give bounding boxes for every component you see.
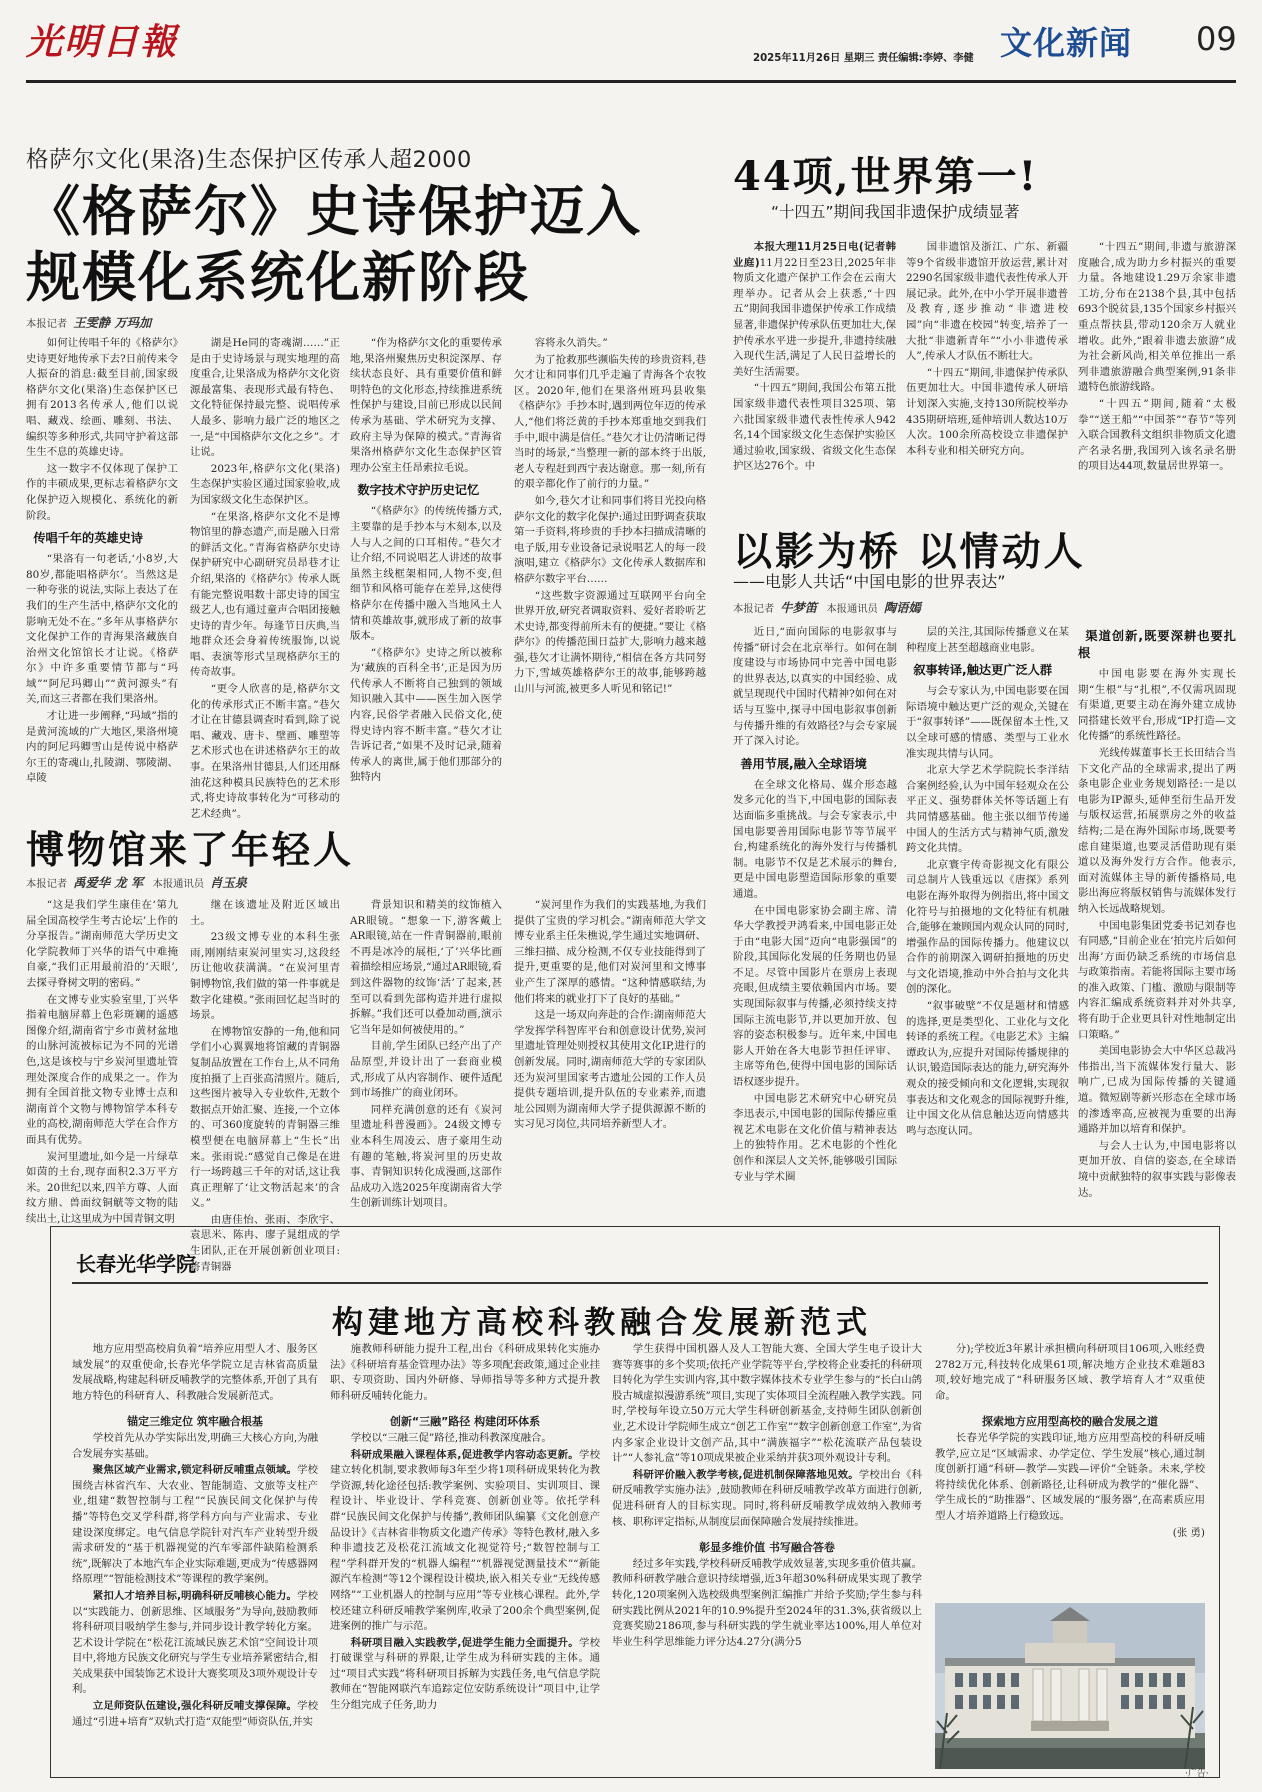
article-museum-column-3: [350, 898, 502, 1210]
paragraph: 在全球文化格局、媒介形态越发多元化的当下,中国电影的国际表达面临多重挑战。与会专家表示,中国电影要善用国际电影节等节展平台,构建系统化的海外发行与传播机制。电影节不仅是艺术展示的舞台,更是中国电影塑造国际形象的重要通道。: [733, 778, 897, 900]
masthead-rule: [26, 80, 1236, 83]
paragraph-text: 学校围绕吉林省汽车、大农业、智能制造、文旅等支柱产业,组建“数智控制与工程”“民族民间文化保护与传播”等特色交叉学科群,将学科方向与产业需求、专业建设深度绑定。电气信息学院针对汽车产业转型升级需求研发的“基于机器视觉的汽车零部件缺陷检测系统”,既解决了本地汽车企业实际难题,更成为“传感器网络原理”“智能检测技术”等课程的教学案例。: [72, 1464, 319, 1586]
paragraph: [72, 1699, 318, 1730]
paragraph: 炭河里遗址,如今是一片绿草如茵的土台,现存面积2.3万平方米。20世纪以来,四羊方尊、人面纹方鼎、兽面纹铜觥等文物的陆续出土,让这里成为中国青铜文明: [26, 1150, 178, 1225]
article-film-column-2: [906, 625, 1069, 1197]
paragraph: 学生获得中国机器人及人工智能大赛、全国大学生电子设计大赛等赛事的多个奖项;依托产业学院等平台,学校将企业委托的科研项目转化为学生实训内容,其中数字媒体技术专业学生参与的“长白山鸽股古城虚拟漫游系统”项目,实现了实体项目全流程融入教学实践。同时,学校每年设立50万元大学生科研创新基金,支持师生团队创新创业,艺术设计学院师生成立“创艺工作室”“数字创新创意工作室”,为省内多家企业设计文创产品,其中“满族福字”“松花流联产品包装设计”“人参礼盒”等10项成果被企业采纳并获3项外观设计专利。: [612, 1343, 922, 1465]
byline-name: 肖玉泉: [210, 875, 247, 890]
advertorial-column-3: [612, 1342, 922, 1770]
article-museum-column-1: [26, 898, 178, 1225]
paragraph: 施教师科研能力提升工程,出台《科研成果转化实施办法》《科研培育基金管理办法》等多项配套政策,通过企业挂职、专项资助、国内外研修、导师指导等多种方式提升教师科研反哺转化能力。: [330, 1343, 600, 1402]
paragraph: “更令人欣喜的是,格萨尔文化的传承形式正不断丰富。”巷欠才让在甘德县调查时看到,除了说唱、藏戏、唐卡、壁画、雕塑等艺术形式也在讲述格萨尔王的故事。在果洛州甘德县,人们还用酥油花这种模具民族特色的艺术形式,将史诗故事转化为“可移动的艺术经典”。: [190, 683, 340, 820]
article-film-column-1: [733, 625, 897, 1197]
article-gesar-byline: [26, 313, 157, 331]
paragraph: 如何让传唱千年的《格萨尔》史诗更好地传承下去?日前传来令人振奋的消息:截至目前,国家级格萨尔文化(果洛)生态保护区已拥有2013名传承人,他们以说唱、藏戏、绘画、雕刻、书法、编织等多种形式,共同守护着这部生生不息的英雄史诗。: [26, 337, 178, 459]
paragraph: 在中国电影家协会副主席、清华大学教授尹鸿看来,中国电影正处于由“电影大国”迈向“电影强国”的阶段,其国际化发展的任务期也仍显不足。尽管中国影片在票房上表现亮眼,但成绩主要依赖国内市场。要实现国际叙事与传播,必须持续支持国际主流电影节,并以更加开放、包容的姿态积极参与。近年来,中国电影人开始在各大电影节担任评审、主席等角色,使得中国电影的国际话语权逐步提升。: [733, 904, 897, 1089]
paragraph: “这是我们学生康佳在‘第九届全国高校学生考古论坛’上作的分享报告。”湖南师范大学历史文化学院教师丁兴华的语气中难掩自豪,“我们正用最前沿的‘天眼’,去探寻脊树文明的密码。”: [26, 899, 178, 989]
paragraph-lead: 聚焦区域产业需求,锁定科研反哺重点领域。: [92, 1464, 298, 1477]
paragraph-text: 学校出台《科研反哺教学实施办法》,鼓励教师在科研反哺教学改革方面进行创新,促进科研育人的目标实现。同时,将科研反哺教学成效纳入教师考核、职称评定指标,从制度层面保障融合发展持续推进。: [612, 1468, 922, 1528]
paragraph: [330, 1636, 600, 1714]
paragraph: 学校以“三融三促”路径,推动科教深度融合。: [350, 1431, 552, 1444]
paragraph: 经过多年实践,学校科研反哺教学成效显著,实现多重价值共赢。教师科研教学融合意识持续增强,近3年超30%科研成果实现了教学转化,120项案例入选校级典型案例汇编推广并给予奖励;学生参与科研实践比例从2021年的10.9%提升至2024年的31.3%,获省级以上竞赛奖励2186项,参与科研实践的学生就业率达100%,用人单位对毕业生科学思维能力评分达4.27分(满分5: [612, 1557, 922, 1648]
paragraph: [72, 1589, 318, 1698]
paragraph: “果洛有一句老话,‘小8岁,大80岁,都能唱格萨尔’。当然这是一种夸张的说法,实际上表达了在我们的生产生活中,格萨尔文化的影响无处不在。”多年从事格萨尔文化保护工作的青海果洛藏族自治州文化馆馆长才让说。《格萨尔》中许多重要情节都与“玛域”“阿尼玛卿山”“黄河源头”有关,而这三者都在我们果洛州。: [26, 553, 178, 706]
paragraph: “炭河里作为我们的实践基地,为我们提供了宝贵的学习机会。”湖南师范大学文博专业系主任朱樵说,学生通过实地调研、三维扫描、成分检测,不仅专业技能得到了提升,更重要的是,他们对炭河里和文博事业产生了深厚的感情。“这种情感联结,为他们将来的就业打下了良好的基础。”: [514, 899, 706, 1005]
subheading: 渠道创新,既要深耕也要扎根: [1078, 629, 1236, 660]
paragraph: “《格萨尔》史诗之所以被称为‘藏族的百科全书’,正是因为历代传承人不断将自己独到的领域知识融入其中——医生加入医学内容,民俗学者融入民俗文化,使得史诗内容不断丰富。”巷欠才让告诉记者,“如果不及时记录,随着传承人的离世,属于他们那部分的独特内: [350, 646, 502, 784]
section-title: 文化新闻: [1000, 24, 1133, 62]
paragraph: “十四五”期间,非遗与旅游深度融合,成为助力乡村振兴的重要力量。各地建设1.29万余家非遗工坊,分布在2138个县,其中包括693个脱贫县,135个国家乡村振兴重点帮扶县,带动120余万人就业增收。此外,“跟着非遗去旅游”成为社会新风尚,相关单位推出一系列非遗旅游融合典型案例,91条非遗特色旅游线路。: [1078, 241, 1236, 394]
article-heritage-column-1: [733, 240, 896, 475]
paragraph: 中国电影集团党委书记刘春也有同感,“目前企业在‘拍完片后如何出海’方面仍缺乏系统的市场信息与政策指南。若能将国际主要市场的准入政策、门槛、激励与限制等内容汇编成系统资料并对外共享,将有助于企业更具针对性地制定出口策略。”: [1078, 919, 1236, 1041]
subheading: 善用节展,融入全球语境: [740, 756, 867, 771]
subheading: 数字技术守护历史记忆: [357, 483, 480, 498]
paragraph: 与会人士认为,中国电影将以更加开放、自信的姿态,在全球语境中贡献独特的叙事实践与影像表达。: [1078, 1139, 1236, 1199]
article-gesar-column-4: [514, 336, 706, 777]
article-museum-byline: [26, 873, 253, 891]
paragraph: 地方应用型高校肩负着“培养应用型人才、服务区域发展”的双重使命,长春光华学院立足吉林省高质量发展战略,构建起科研反哺教学的完整体系,开创了具有地方特色的科研育人、科教融合发展新范式。: [72, 1343, 318, 1402]
issue-date-line: 2025年11月26日 星期三 责任编辑:李婷、李健: [753, 53, 974, 64]
paragraph: 2023年,格萨尔文化(果洛)生态保护实验区通过国家验收,成为国家级文化生态保护区。: [190, 462, 340, 506]
article-museum-headline: 博物馆来了年轻人: [26, 827, 355, 872]
newspaper-logo: 光明日報: [26, 21, 179, 63]
advertorial-column-1: [72, 1342, 318, 1770]
article-heritage-headline: 44项,世界第一!: [733, 153, 1039, 200]
article-film-byline: [733, 598, 927, 616]
subheading: 彰显多维价值 书写融合答卷: [699, 1541, 835, 1555]
paragraph-text: 学校打破课堂与科研的界限,让学生成为科研实践的主体。通过“项目式实践”将科研项目拆解为实践任务,电气信息学院教师在“智能网联汽车追踪定位安防系统设计”项目中,让学生分组完成子任务,助力: [330, 1636, 601, 1712]
paragraph: 中国电影要在海外实现长期“生根”与“扎根”,不仅需巩固现有渠道,更要主动在海外建立成协同搭建长效平台,形成“IP打造—文化传播”的系统性路径。: [1078, 668, 1236, 743]
paragraph-lead: 科研成果融入课程体系,促进教学内容动态更新。: [350, 1448, 579, 1461]
subheading: 叙事转译,触达更广泛人群: [913, 663, 1053, 678]
paragraph-lead: 科研评价融入教学考核,促进机制保障落地见效。: [632, 1468, 859, 1481]
article-gesar-kicker: 格萨尔文化(果洛)生态保护区传承人超2000: [26, 147, 472, 173]
paragraph: [72, 1463, 318, 1588]
author-signature: (张 勇): [1172, 1526, 1205, 1539]
paragraph: 容将永久消失。”: [534, 337, 608, 349]
advertorial-column-2: [330, 1342, 600, 1770]
article-gesar-column-3: [350, 336, 502, 784]
paragraph: “《格萨尔》的传统传播方式,主要靠的是手抄本与木刻本,以及人与人之间的口耳相传。”巷欠才让介绍,不同说唱艺人讲述的故事虽然主线框架相同,人物不变,但细节和风格可能存在差异,这使得格萨尔在传播中融入当地风土人情和英雄故事,就形成了新的故事版本。: [350, 505, 502, 643]
paragraph: 背景知识和精美的纹饰植入AR眼镜。“想象一下,游客戴上AR眼镜,站在一件青铜器前,眼前不再是冰冷的展柜,‘了’兴华比画着描绘相应场景,“通过AR眼镜,看到这件器物的纹饰‘活’了起来,甚至可以看到先部构造并进行虚拟拆解。”我们还可以叠加动画,演示它当年是如何被使用的。”: [350, 899, 502, 1036]
article-heritage-column-3: [1078, 240, 1236, 475]
paragraph: “这些数字资源通过互联网平台向全世界开放,研究者调取资料、爱好者聆听艺术史诗,都变得前所未有的便捷。”要让《格萨尔》的传播范围日益扩大,影响力越来越强,巷欠才让满怀期待,“相信在各方共同努力下,雪域英雄格萨尔王的故事,能够跨越山川与河流,被更多人听见和铭记!”: [514, 589, 706, 696]
paragraph: 目前,学生团队已经产出了产品原型,并设计出了一套商业模式,形成了从内容制作、硬件适配到市场推广的商业闭环。: [350, 1040, 502, 1100]
paragraph: 长春光华学院的实践印证,地方应用型高校的科研反哺教学,应立足“区域需求、办学定位、学生发展”核心,通过制度创新打通“科研—教学—实践—评价”全链条。未来,学校将持续优化体系、创新路径,让科研成为教学的“催化器”、学生成长的“助推器”、区域发展的“服务器”,在高素质应用型人才培养道路上行稳致远。: [935, 1431, 1205, 1522]
paragraph: 北京大学艺术学院院长李洋结合案例经验,认为中国年轻观众在公平正义、强势群体关怀等话题上有共同情感基础。他主张以细节传递中国人的生活方式与精神气质,激发跨文化共情。: [906, 764, 1069, 855]
paragraph: “十四五”期间,非遗保护传承队伍更加壮大。中国非遗传承人研培计划深入实施,支持130所院校举办435期研培班,延伸培训人数达10万人次。100余所高校设立非遗保护本科专业和相关研究方向。: [906, 366, 1068, 457]
subheading: 探索地方应用型高校的融合发展之道: [982, 1415, 1158, 1429]
paragraph: 美国电影协会大中华区总裁冯伟指出,当下流媒体发行量大、影响广,已成为国际传播的关键通道。微短剧等新兴形态在全球市场的渗透率高,应被视为重要的出海通路并加以培育和保护。: [1078, 1045, 1236, 1136]
paragraph: 这一数字不仅体现了保护工作的丰硕成果,更标志着格萨尔文化保护迈入规模化、系统化的新阶段。: [26, 462, 178, 522]
paragraph: “十四五”期间,随着“太极拳”“送王船”“中国茶”“春节”等列入联合国教科文组织非物质文化遗产名录名册,我国列入该名录名册的项目达44项,数量居世界第一。: [1078, 397, 1236, 473]
byline-label: 本报记者: [26, 318, 68, 330]
paragraph-lead: 立足师资队伍建设,强化科研反哺支撑保障。: [92, 1700, 298, 1713]
byline-names: 禹爱华 龙 军: [73, 875, 144, 890]
article-film-subhead: ——电影人共话“中国电影的世界表达”: [733, 572, 1006, 591]
advertisement-tag: ·广告·: [1185, 1769, 1209, 1779]
paragraph: “作为格萨尔文化的重要传承地,果洛州聚焦历史积淀深厚、存续状态良好、具有重要价值和鲜明特色的文化形态,持续推进系统性保护与建设,目前已形成以民间传承为基础、学术研究为支撑、政府主导为保障的模式。”青海省果洛州格萨尔文化生态保护区管理办公室主任昂索拉毛说。: [350, 337, 502, 474]
paragraph: [733, 240, 896, 380]
page-number: 09: [1196, 20, 1237, 58]
paragraph: 为了抢救那些濒临失传的珍贵资料,巷欠才让和同事们几乎走遍了青海各个农牧区。2020年,他们在果洛州班玛县收集《格萨尔》手抄本时,遇到两位年迈的传承人,“他们将泛黄的手抄本郑重地交到我们手中,眼中满是信任。”巷欠才让仍清晰记得当时的场景,“当整理一新的部本终于出版,老人专程赶到西宁表达谢意。那一刻,所有的艰辛都化作了前行的力量。”: [514, 353, 706, 491]
article-museum-column-4: [514, 898, 706, 1198]
paragraph: “叙事破壁”不仅是题材和情感的选择,更是类型化、工业化与文化转译的系统工程。《电影艺术》主编谭政认为,应提升对国际传播规律的认识,锻造国际表达的能力,研究海外观众的接受倾向和文化逻辑,实现叙事表达和文化观念的国际视野升维,让中国文化从信息触达迈向情感共鸣与态度认同。: [906, 1000, 1069, 1137]
paragraph: 继在该遗址及附近区域出土。: [190, 899, 340, 927]
paragraph: “在果洛,格萨尔文化不是博物馆里的静态遗产,而是融入日常的鲜活文化。”青海省格萨尔史诗保护研究中心副研究员昂巷才让介绍,果洛的《格萨尔》传承人既有能完整说唱数十部史诗的国宝级艺人,也有通过童声合唱团接触史诗的青少年。每逢节日庆典,当地群众还会身着传统服饰,以说唱、表演等形式呈现格萨尔王的传奇故事。: [190, 510, 340, 679]
paragraph: 与会专家认为,中国电影要在国际语境中触达更广泛的观众,关键在于“叙事转译”——既保留本土性,又以全球可感的情感、类型与工业水准实现共情与认同。: [906, 685, 1069, 760]
paragraph: 才让进一步阐释,“玛域”指的是黄河流域的广大地区,果洛州境内的阿尼玛卿雪山是传说中格萨尔王的寄魂山,扎陵湖、鄂陵湖、卓陵: [26, 710, 178, 785]
subheading: 锚定三维定位 筑牢融合根基: [127, 1415, 263, 1429]
paragraph: 如今,巷欠才让和同事们将目光投向格萨尔文化的数字化保护:通过田野调查获取第一手资料,将珍贵的手抄本扫描成清晰的电子版,用专业设备记录说唱艺人的每一段演唱,建立《格萨尔》文化传承人数据库和格萨尔数字平台……: [514, 494, 706, 585]
byline-name: 陶语嫣: [883, 600, 921, 615]
paragraph-text: 学校建立转化机制,要求教师每3年至少将1项科研成果转化为教学资源,转化途径包括:教学案例、实验项目、实训项目、课程设计、毕业设计、学科竞赛、创新创业等。依托学科群“民族民间文化保护与传播”,教师团队编纂《文化创意产品设计》《吉林省非物质文化遗产传承》等特色教材,融入多种非遗技艺及松花江流域文化视觉符号;“数智控制与工程”学科群开发的“机器人编程”“机器视觉测量技术”“新能源汽车检测”等12个课程设计模块,嵌入相关专业“无线传感网络”“工业机器人的控制与应用”等专业核心课程。此外,学校还建立科研反哺教学案例库,收录了200余个典型案例,促进案例的推广与示范。: [330, 1448, 601, 1633]
dateline: 本报大理11月25日电(记者韩业庭): [733, 241, 896, 269]
paragraph-lead: 紧扣人才培养目标,明确科研反哺核心能力。: [92, 1589, 298, 1602]
paragraph-text: 学校通过“引进+培育”双轨式打造“双能型”师资队伍,并实: [72, 1700, 319, 1728]
byline-name: 牛梦笛: [780, 600, 818, 615]
paragraph-lead: 科研项目融入实践教学,促进学生能力全面提升。: [350, 1636, 579, 1649]
paragraph: 在文博专业实验室里,丁兴华指着电脑屏幕上色彩斑斓的遥感图像介绍,湖南省宁乡市黄材盆地的山脉河流被标记为不同的光谱色,这是该校与宁乡炭河里遗址管理处深度合作的成果之一。作为拥有全国首批文物专业博士点和湖南首个文物与博物馆学本科专业的高校,湖南师范大学在合作方面具有优势。: [26, 993, 178, 1146]
paragraph: 同样充满创意的还有《炭河里遗址科普漫画》。24级文博专业本科生周凌云、唐子豪用生动有趣的笔触,将炭河里的历史故事、青铜知识转化成漫画,这部作品成功入选2025年度湖南省大学生创新训练计划项目。: [350, 1103, 502, 1210]
article-gesar-column-1: [26, 336, 178, 785]
article-heritage-column-2: [906, 240, 1068, 475]
byline-label: 本报通讯员: [152, 878, 204, 890]
paragraph: 分);学校近3年累计承担横向科研项目106项,入账经费2782万元,科技转化成果61项,解决地方企业技术难题83项,较好地完成了“科研服务区域、教学培育人才”双重使命。: [935, 1343, 1205, 1402]
subheading: 传唱千年的英雄史诗: [33, 531, 143, 546]
article-film-headline: 以影为桥 以情动人: [733, 529, 1086, 575]
article-museum-column-2: [190, 898, 340, 1273]
byline-label: 本报通讯员: [826, 603, 878, 615]
paragraph: 光线传媒董事长王长田结合当下文化产品的全球需求,提出了两条电影企业业务规划路径:一是以电影为IP源头,延伸至衍生品开发与版权运营,拓展票房之外的收益结构;二是在海外国际市场,既要考虑自建渠道,也要灵活借助现有渠道以及海外发行方合作。他表示,面对流媒体主导的新传播格局,电影出海应将版权销售与流媒体发行纳入长远战略规划。: [1078, 746, 1236, 915]
byline-names: 王雯静 万玛加: [73, 315, 152, 330]
paragraph: [612, 1468, 922, 1530]
paragraph: 由唐佳怡、张雨、李欣宇、袁思米、陈冉、廖子晁组成的学生团队,正在开展创新创业项目:将青铜器: [190, 1213, 340, 1273]
paragraph: [330, 1448, 600, 1635]
article-film-column-3: [1078, 622, 1236, 1197]
headline-line-1: 《格萨尔》史诗保护迈入: [26, 179, 642, 243]
paragraph: 国非遗馆及浙江、广东、新疆等9个省级非遗馆开放运营,累计对2290名国家级非遗代表性传承人开展记录。此外,在中小学开展非遗普及教育,逐步推动“非遗进校园”向“非遗在校园”转变,培养了一大批“非遗新青年”“小小非遗传承人”,传承人才队伍不断壮大。: [906, 241, 1068, 363]
byline-label: 本报记者: [733, 603, 775, 615]
paragraph: 这是一场双向奔赴的合作:湖南师范大学发挥学科智库平台和创意设计优势,炭河里遗址管理处则授权其使用文化IP,进行的创新发展。同时,湖南师范大学的专家团队还为炭河里国家考古遗址公园的工作人员提供专题培训,提升队伍的专业素养,而遗址公园则为湖南师大学子提供源源不断的实习见习岗位,共同培养新型人才。: [514, 1009, 706, 1131]
paragraph-text: 学校以“实践能力、创新思维、区域服务”为导向,鼓励教师将科研项目吸纳学生参与,并同步设计教学转化方案。艺术设计学院在“松花江流域民族艺术馆”空间设计项目中,将地方民族文化研究与学生专业培养紧密结合,相关成果获中国装饰艺术设计大赛奖项及3项外观设计专利。: [72, 1589, 319, 1696]
article-gesar-headline: [26, 178, 642, 310]
paragraph: “十四五”期间,我国公布第五批国家级非遗代表性项目325项、第六批国家级非遗代表性传承人942名,14个国家级文化生态保护实验区通过验收,国家级、省级文化生态保护区达276个。中: [733, 382, 896, 473]
paragraph: 在博物馆安静的一角,他和同学们小心翼翼地将馆藏的青铜器复制品放置在工作台上,从不同角度拍摄了上百张高清照片。随后,这些图片被导入专业软件,无数个数据点开始汇聚、连接,一个立体的、可360度旋转的青铜器三维模型便在电脑屏幕上“生长”出来。张雨说:“感觉自己像是在进行一场跨越三千年的对话,这让我真正理解了‘让文物活起来’的含义。”: [190, 1025, 340, 1210]
paragraph: 学校首先从办学实际出发,明确三大核心方向,为融合发展夯实基础。: [72, 1431, 318, 1460]
advertorial-column-4: [935, 1342, 1205, 1600]
paragraph: 23级文博专业的本科生张雨,刚刚结束炭河里实习,这段经历让他收获满满。“在炭河里青铜博物馆,我们做的第一件事就是数字化建模。”张雨回忆起当时的场景。: [190, 931, 340, 1022]
byline-label: 本报记者: [26, 878, 68, 890]
advertorial-institution: 长春光华学院: [76, 1252, 196, 1276]
paragraph: 中国电影艺术研究中心研究员李迅表示,中国电影的国际传播应重视艺术电影在文化价值与精神表达上的独特作用。艺术电影的个性化创作和深层人文关怀,能够吸引国际专业与学术圈: [733, 1092, 897, 1183]
paragraph: 层的关注,其国际传播意义在某种程度上甚至超越商业电影。: [906, 626, 1069, 654]
subheading: 创新“三融”路径 构建闭环体系: [389, 1415, 541, 1429]
paragraph: 近日,“面向国际的电影叙事与传播”研讨会在北京举行。如何在制度建设与市场协同中完善中国电影的世界表达,以真实的中国经验、成就呈现现代中国时代精神?如何在对话与互鉴中,探寻中国电影叙事创新与传播升维的有效路径?与会专家展开了深入讨论。: [733, 626, 897, 748]
paragraph: 北京寰宇传奇影视文化有限公司总制片人钱重远以《唐探》系列电影在海外取得为例指出,将中国文化符号与拍摄地的文化特征有机融合,能够在兼顾国内观众认同的同时,增强作品的国际传播力。他建议以合作的前期深入调研拍摄地的历史与文化语境,推动中外合拍与文化共创的深化。: [906, 858, 1069, 996]
article-gesar-column-2: [190, 336, 340, 820]
paragraph: 湖是He同的寄魂湖……”正是由于史诗场景与现实地理的高度重合,让果洛成为格萨尔文化资源最富集、表现形式最有特色、文化特征保持最完整、说唱传承人最多、影响力最广泛的地区之一,是“中国格萨尔文化之乡”。才让说。: [190, 337, 340, 459]
paragraph-text: 11月22日至23日,2025年非物质文化遗产保护工作会在云南大理举办。记者从会上获悉,“十四五”期间我国非遗保护传承工作成绩显著,非遗保护传承队伍更加壮大,保护传承水平进一步提升,非遗持续融入现代生活,满足了人民日益增长的美好生活需要。: [733, 256, 896, 378]
advertorial-headline: 构建地方高校科教融合发展新范式: [332, 1305, 872, 1341]
advertorial-rule: [72, 1282, 1208, 1284]
article-heritage-subhead: “十四五”期间我国非遗保护成绩显著: [771, 203, 1020, 221]
headline-line-2: 规模化系统化新阶段: [26, 245, 530, 309]
campus-building-photo: [935, 1603, 1205, 1769]
